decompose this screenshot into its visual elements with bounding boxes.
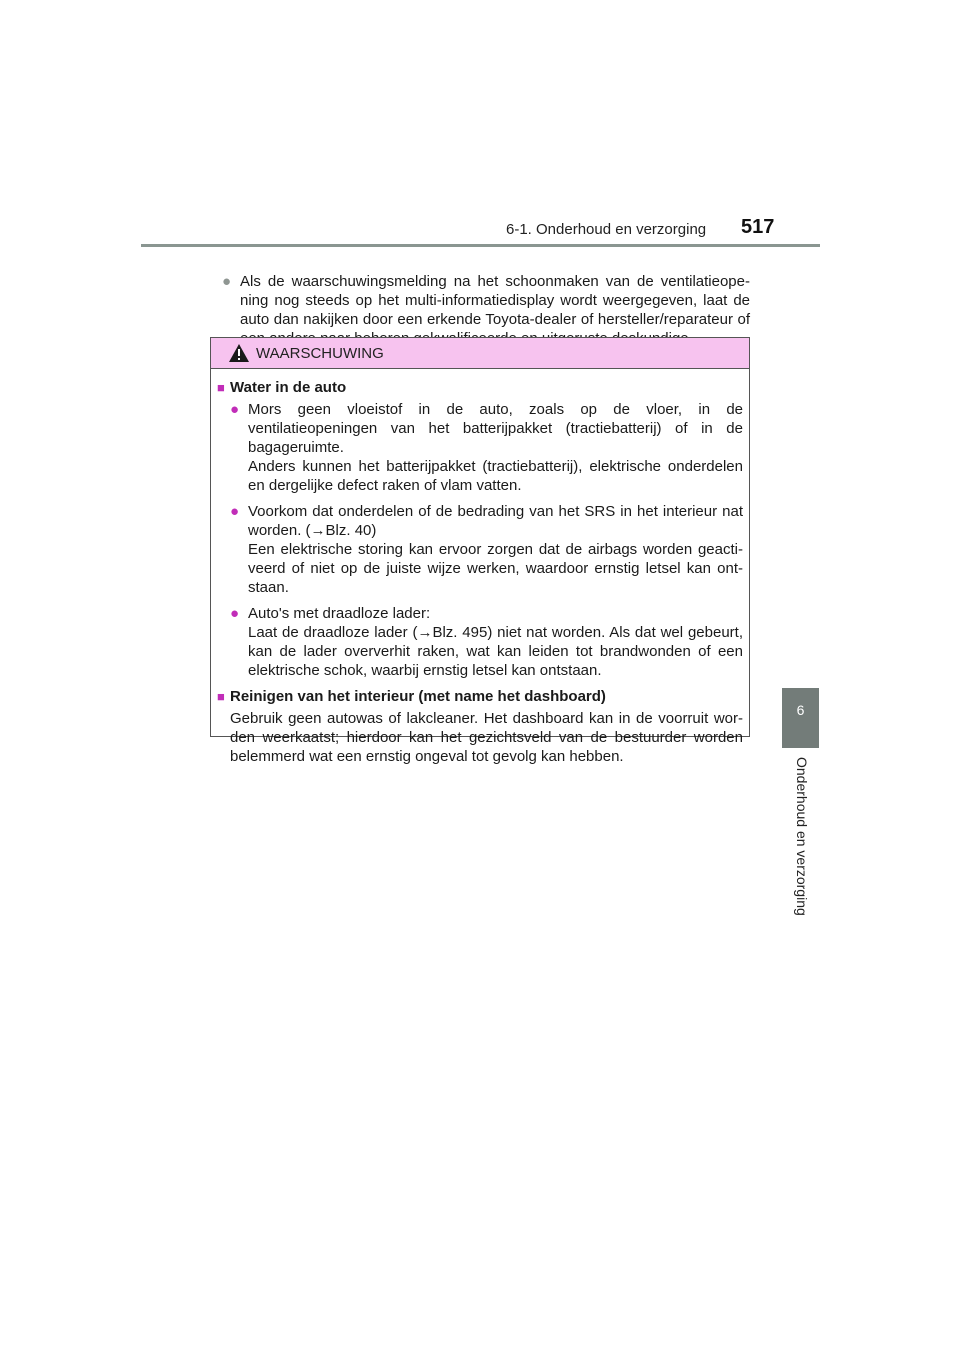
section-heading-interior bbox=[217, 687, 743, 706]
warning-box bbox=[210, 337, 750, 765]
grey-bullet-icon: ● bbox=[222, 273, 232, 290]
section-heading-text: Reinigen van het interieur (met name het dashboard) bbox=[230, 688, 606, 705]
list-item-text: Mors geen vloeistof in de auto, zoals op de vloer, in de ventilatieopeningen van het batterijpakket (tractiebatterij) of in de bagageruimte. Anders kunnen het batterijpakket (tractiebatterij), elektrische onderdelen en dergelijke defect raken of vlam vatten. bbox=[248, 401, 743, 494]
warning-triangle-icon bbox=[229, 344, 249, 362]
warning-body bbox=[217, 378, 743, 766]
list-item-text: Voorkom dat onderdelen of de bedrading van het SRS in het interieur nat worden. (→Blz. 40) Een elektrische storing kan ervoor zorgen dat de airbags worden geacti-veerd of niet op de juiste wijze werken, waardoor ernstig letsel kan ont-staan. bbox=[248, 503, 743, 596]
warning-header bbox=[211, 338, 749, 369]
chapter-number: 6 bbox=[796, 702, 805, 718]
section-title: 6-1. Onderhoud en verzorging bbox=[506, 221, 707, 238]
list-item bbox=[230, 502, 743, 597]
page-number: 517 bbox=[741, 216, 775, 238]
header-rule bbox=[141, 244, 820, 247]
section-heading-text: Water in de auto bbox=[230, 379, 347, 396]
magenta-bullet-icon: ● bbox=[230, 503, 240, 520]
chapter-tab bbox=[782, 688, 819, 748]
magenta-bullet-icon: ● bbox=[230, 401, 240, 418]
warning-title: WAARSCHUWING bbox=[256, 345, 384, 362]
section-heading-water bbox=[217, 378, 743, 397]
list-item-text: Auto's met draadloze lader: Laat de draadloze lader (→Blz. 495) niet nat worden. Als dat wel gebeurt, kan de lader oververhit raken, wat kan leiden tot brandwonden of een elektrische schok, waarbij ernstig letsel kan ontstaan. bbox=[248, 605, 743, 679]
square-bullet-icon: ■ bbox=[217, 689, 225, 704]
list-item bbox=[230, 400, 743, 495]
page-header bbox=[0, 0, 960, 250]
list-item bbox=[230, 604, 743, 680]
chapter-label: Onderhoud en verzorging bbox=[794, 757, 810, 916]
square-bullet-icon: ■ bbox=[217, 380, 225, 395]
intro-text: Als de waarschuwingsmelding na het schoonmaken van de ventilatieope-ning nog steeds op het multi-informatiedisplay wordt weergegeven, laat de auto dan nakijken door een erkende Toyota-dealer of hersteller/reparateur of bbox=[240, 273, 750, 328]
magenta-bullet-icon: ● bbox=[230, 605, 240, 622]
interior-paragraph: Gebruik geen autowas of lakcleaner. Het dashboard kan in de voorruit wor-den weerkaatst; hierdoor kan het gezichtsveld van de bestuurder worden belemmerd wat een ernstig ongeval tot gevolg kan hebben. bbox=[230, 710, 743, 765]
